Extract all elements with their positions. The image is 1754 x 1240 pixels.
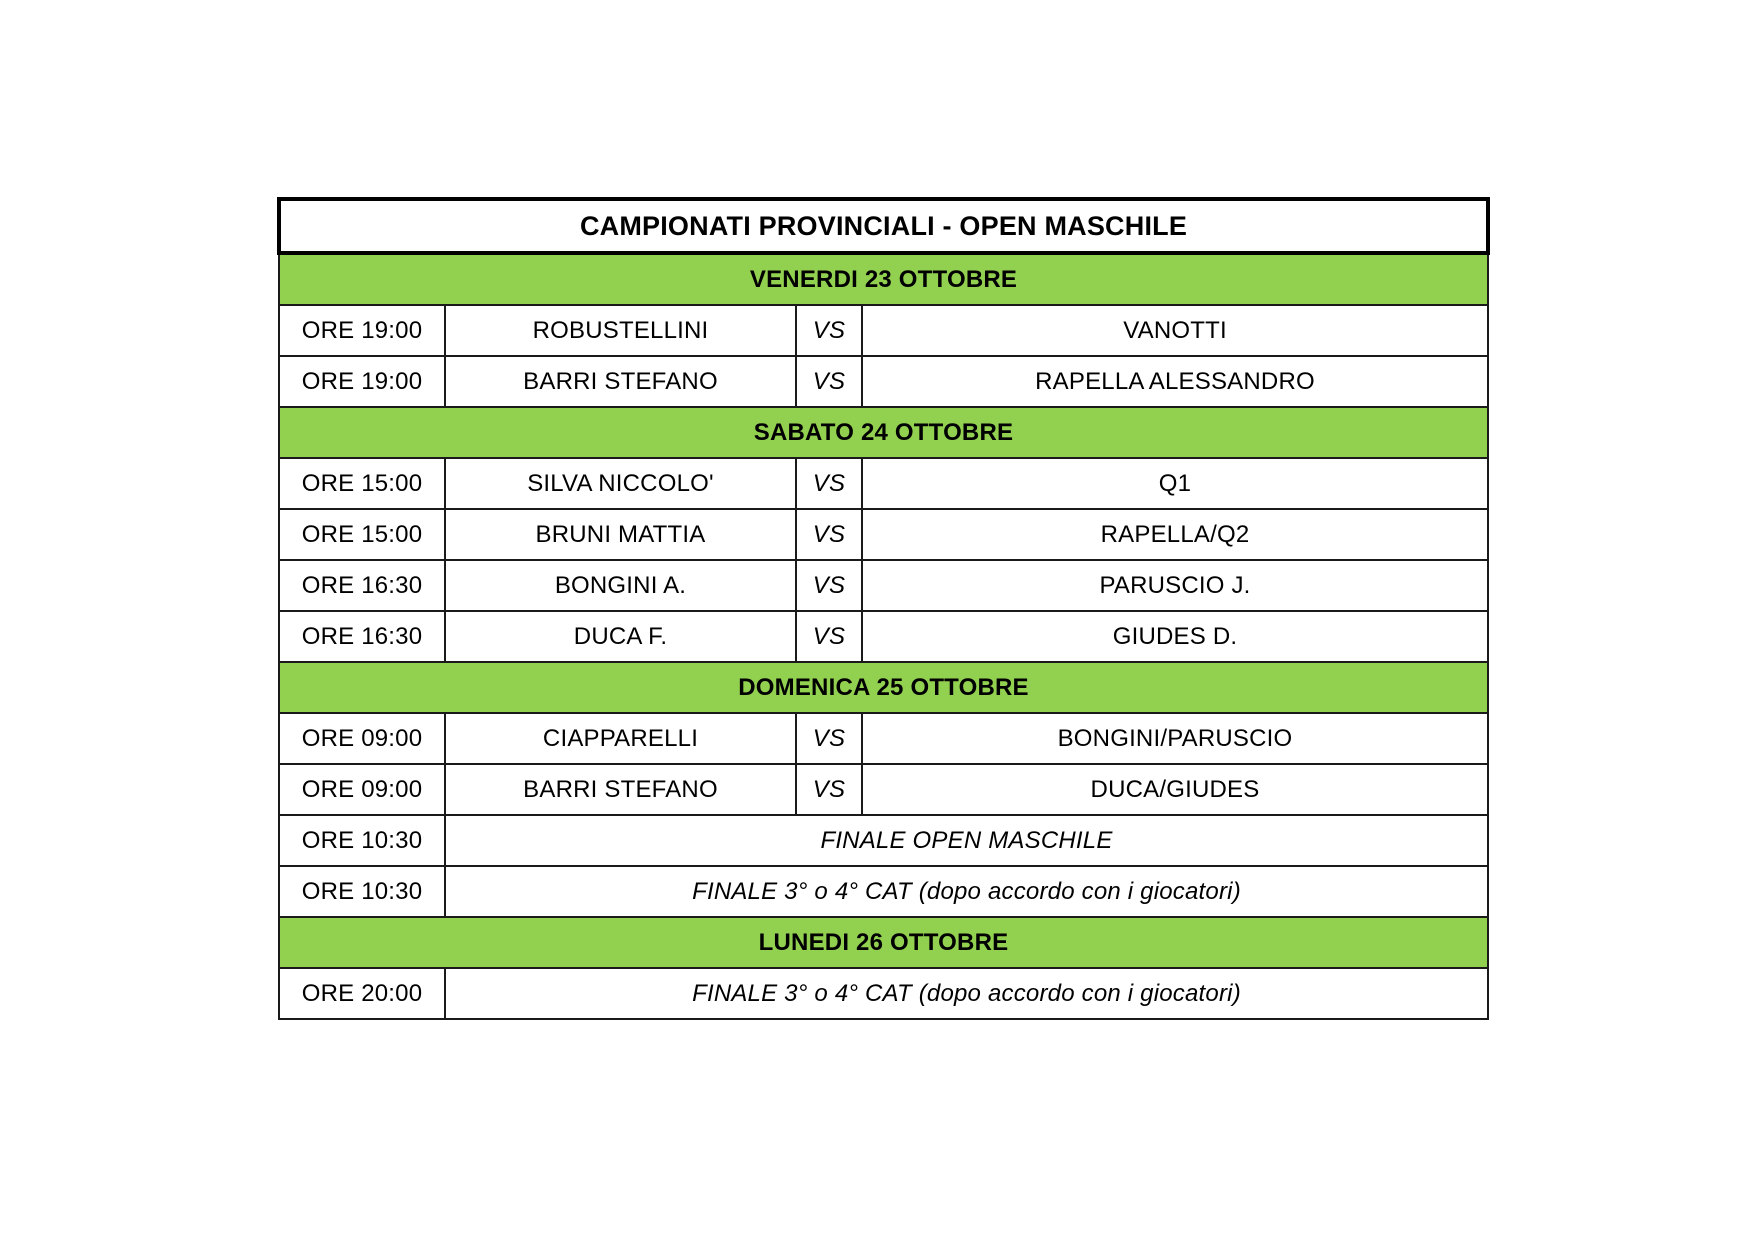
day-header: DOMENICA 25 OTTOBRE: [279, 662, 1488, 713]
event-time: ORE 10:30: [279, 866, 445, 917]
player-two: RAPELLA/Q2: [862, 509, 1488, 560]
match-row: [279, 611, 1488, 662]
event-row: [279, 815, 1488, 866]
player-one: SILVA NICCOLO': [445, 458, 796, 509]
player-two: DUCA/GIUDES: [862, 764, 1488, 815]
event-time: ORE 10:30: [279, 815, 445, 866]
match-row: [279, 560, 1488, 611]
player-one: ROBUSTELLINI: [445, 305, 796, 356]
match-row: [279, 764, 1488, 815]
event-description: FINALE 3° o 4° CAT (dopo accordo con i giocatori): [445, 968, 1488, 1019]
match-row: [279, 509, 1488, 560]
vs-label: VS: [796, 509, 862, 560]
vs-label: VS: [796, 356, 862, 407]
event-description: FINALE 3° o 4° CAT (dopo accordo con i giocatori): [445, 866, 1488, 917]
event-row: [279, 866, 1488, 917]
match-time: ORE 15:00: [279, 458, 445, 509]
schedule-table: [277, 197, 1490, 1020]
match-row: [279, 458, 1488, 509]
event-time: ORE 20:00: [279, 968, 445, 1019]
day-header-row: [279, 917, 1488, 968]
day-header-row: [279, 407, 1488, 458]
player-two: GIUDES D.: [862, 611, 1488, 662]
title-row: [279, 199, 1488, 253]
event-row: [279, 968, 1488, 1019]
table-title: CAMPIONATI PROVINCIALI - OPEN MASCHILE: [279, 199, 1488, 253]
vs-label: VS: [796, 611, 862, 662]
match-time: ORE 16:30: [279, 560, 445, 611]
player-one: BARRI STEFANO: [445, 356, 796, 407]
match-time: ORE 09:00: [279, 713, 445, 764]
vs-label: VS: [796, 713, 862, 764]
vs-label: VS: [796, 764, 862, 815]
player-two: PARUSCIO J.: [862, 560, 1488, 611]
player-one: BARRI STEFANO: [445, 764, 796, 815]
match-row: [279, 356, 1488, 407]
match-time: ORE 09:00: [279, 764, 445, 815]
player-two: BONGINI/PARUSCIO: [862, 713, 1488, 764]
match-time: ORE 19:00: [279, 305, 445, 356]
vs-label: VS: [796, 458, 862, 509]
match-time: ORE 19:00: [279, 356, 445, 407]
vs-label: VS: [796, 560, 862, 611]
match-time: ORE 15:00: [279, 509, 445, 560]
player-one: BONGINI A.: [445, 560, 796, 611]
player-two: RAPELLA ALESSANDRO: [862, 356, 1488, 407]
player-one: DUCA F.: [445, 611, 796, 662]
player-one: CIAPPARELLI: [445, 713, 796, 764]
schedule-sheet: [277, 197, 1486, 1020]
player-two: VANOTTI: [862, 305, 1488, 356]
event-description: FINALE OPEN MASCHILE: [445, 815, 1488, 866]
vs-label: VS: [796, 305, 862, 356]
day-header: SABATO 24 OTTOBRE: [279, 407, 1488, 458]
day-header: VENERDI 23 OTTOBRE: [279, 253, 1488, 305]
match-row: [279, 305, 1488, 356]
player-one: BRUNI MATTIA: [445, 509, 796, 560]
day-header-row: [279, 253, 1488, 305]
match-row: [279, 713, 1488, 764]
day-header-row: [279, 662, 1488, 713]
player-two: Q1: [862, 458, 1488, 509]
match-time: ORE 16:30: [279, 611, 445, 662]
day-header: LUNEDI 26 OTTOBRE: [279, 917, 1488, 968]
